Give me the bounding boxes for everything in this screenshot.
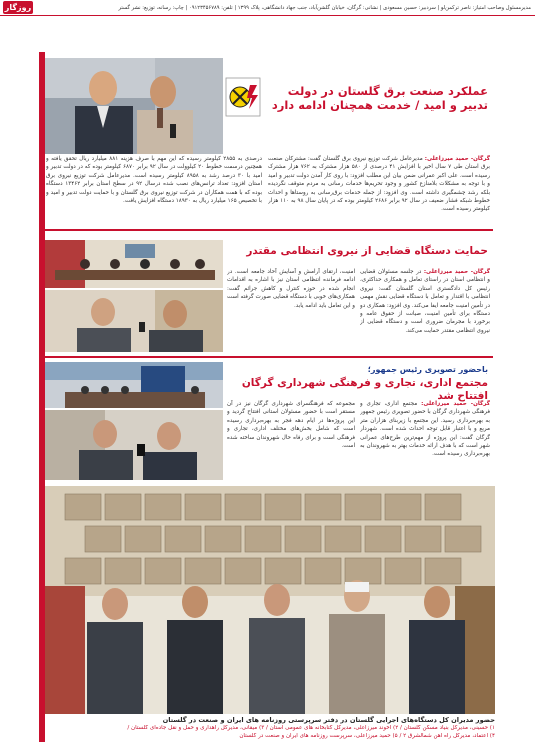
article3-photo-top	[45, 362, 223, 408]
newspaper-logo: روزگار	[4, 3, 32, 12]
article1-headline: عملکرد صنعت برق گلستان در دولت تدبیر و امید / خدمت همچنان ادامه دارد	[271, 84, 488, 113]
article3-photo-bottom	[45, 410, 223, 480]
section-divider	[45, 229, 493, 231]
article3-kicker: باحضور تصویری رئیس جمهور؛	[367, 365, 488, 374]
group-photo-caption-line2: ۴) اعتماد، مدیرکل راه آهن شمالشرق ۲ / ۵) حمید میرزاعلی، سرپرست روزنامه های ایران و صنعت در گلستان	[239, 733, 495, 739]
article3-body-left: مجموعه که فرهنگسرای شهرداری گرگان نیز در آن مستقر است با حضور مسئولان استانی افتتاح گردید و این پروژه‌ها در ایام دهه فجر به بهره‌برداری رسیده است که شامل بخش‌های مختلف اداری، تجاری و فرهنگی است و برای رفاه حال شهروندان ساخته شده است.	[227, 401, 355, 450]
article2-byline: گرگان- حمید میرزاعلی:	[423, 269, 490, 275]
group-photo-caption-title: حضور مدیران کل دستگاه‌های اجرایی گلستان در دفتر سرپرستی روزنامه های ایران و صنعت در گلستان	[162, 716, 495, 724]
article3-headline: مجتمع اداری، تجاری و فرهنگی شهرداری گرگان افتتاح شد	[241, 377, 488, 403]
article2-photo-top	[45, 240, 223, 288]
article3-body-right: گرگان- حمید میرزاعلی: مجتمع اداری، تجاری و فرهنگی شهرداری گرگان با حضور تصویری رئیس جمهور به بهره‌برداری رسید. این مجتمع با زیربنای هزاران متر مربع و با اعتبار قابل توجه احداث شده است. شهردار گرگان گفت: این پروژه از مهم‌ترین طرح‌های عمرانی شهر است که با هدف ارائه خدمات بهتر به شهروندان به بهره‌برداری رسیده است.	[360, 401, 490, 458]
header-strip	[0, 0, 535, 16]
article1-body-right: گرگان- حمید میرزاعلی: مدیرعامل شرکت توزیع نیروی برق گلستان گفت: مشترکان صنعت برق استان طی ۷ سال اخیر با افزایش ۴۱ درصدی از ۵۸۰ هزار مشترک به ۷۶۲ هزار مشترک رسیده است. علی اکبر عمرانی ضمن بیان این مطلب افزود: با روی کار آمدن دولت تدبیر و امید و با توجه به مشکلات بلامنازع کشور و وجود تحریم‌ها خدمات رسانی به مردم متوقف نگردیده بلکه رشد چشمگیری داشته است. وی افزود: از جمله خدمات برق‌رسانی به روستاها و احداث خطوط شبکه فشار ضعیف در سال ۹۲ برابر ۲۶۸۶ کیلومتر بوده که در پایان سال ۹۸ به ۱۱۰ هزار کیلومتر رسیده است.	[268, 156, 490, 213]
article1-body-left: درصدی به ۲۸۵۵ کیلومتر رسیده که این مهم با صرف هزینه ۸۸۱ میلیارد ریال تحقق یافته و همچنین درسمت خطوط ۲۰ کیلوولت در سال ۹۲ برابر ۶۸۷۰ کیلومتر بوده که در دولت تدبیر و امید با ۳۰ درصد رشد به ۸۹۵۸ کیلومتر رسیده است. مدیرعامل شرکت توزیع نیروی برق استان افزود: تعداد ترانس‌های نصب شده درسال ۹۲ در سطح استان برابر ۱۳۴۶۲ دستگاه بوده که با همت همکاران در شرکت توزیع نیروی برق گلستان و با حمایت دولت تدبیر و امید و با تخصیص ۱۶۵ میلیارد ریال به ۱۸۹۳۰ دستگاه افزایش یافت.	[46, 156, 262, 205]
article2-headline: حمایت دستگاه قضایی از نیروی انتظامی مقتدر	[246, 245, 488, 257]
article2-photo-bottom	[45, 290, 223, 352]
article1-photo	[45, 58, 223, 154]
group-photo-caption-line1: ۱) حسینی، مدیرکل بنیاد مسکن گلستان / ۲) آخوند میرزاعلی، مدیرکل کتابخانه های عمومی استان / ۳) میقانی، مدیرکل راهداری و حمل و نقل جاده‌ای گلستان /	[127, 725, 495, 731]
article2-body-right: گرگان- حمید میرزاعلی: در جلسه مسئولان قضایی و انتظامی استان در راستای تعامل و همکاری حداکثری، رئیس کل دادگستری استان گلستان گفت: نیروی انتظامی با اقتدار و تعامل با دستگاه قضایی نقش مهمی در تأمین امنیت جامعه ایفا می‌کند. وی افزود: همکاری دو دستگاه برای تأمین امنیت، صیانت از حقوق عامه و برخورد با مجرمان ضروری است و دستگاه قضایی از نیروی انتظامی مقتدر حمایت می‌کند.	[360, 269, 490, 334]
article3-byline: گرگان- حمید میرزاعلی:	[421, 401, 490, 407]
section-divider	[45, 356, 493, 358]
masthead-info: مدیرمسئول وصاحب امتیاز: ناصر ترکمن‌لو | سردبیر: حسین مسعودی | نشانی: گرگان، خیابان گلشن‌آباد، جنب جهاد دانشگاهی، پلاک ۱۳۹۹ | تلفن: ۰۹۱۲۳۴۵۶۷۸۹ | چاپ: رسانه، توزیع: نشر گستر	[118, 5, 531, 11]
article1-byline: گرگان- حمید میرزاعلی:	[424, 156, 490, 162]
electric-logo	[225, 77, 261, 117]
article2-body-left: امنیت، ارتقای آرامش و آسایش آحاد جامعه است. در ادامه فرمانده انتظامی استان نیز با اشاره به اقدامات انجام شده در حوزه کنترل و کاهش جرائم گفت: همکاری‌های خوبی با دستگاه قضایی صورت گرفته است و این تعامل باید ادامه یابد.	[227, 269, 355, 309]
group-photo	[45, 486, 495, 714]
